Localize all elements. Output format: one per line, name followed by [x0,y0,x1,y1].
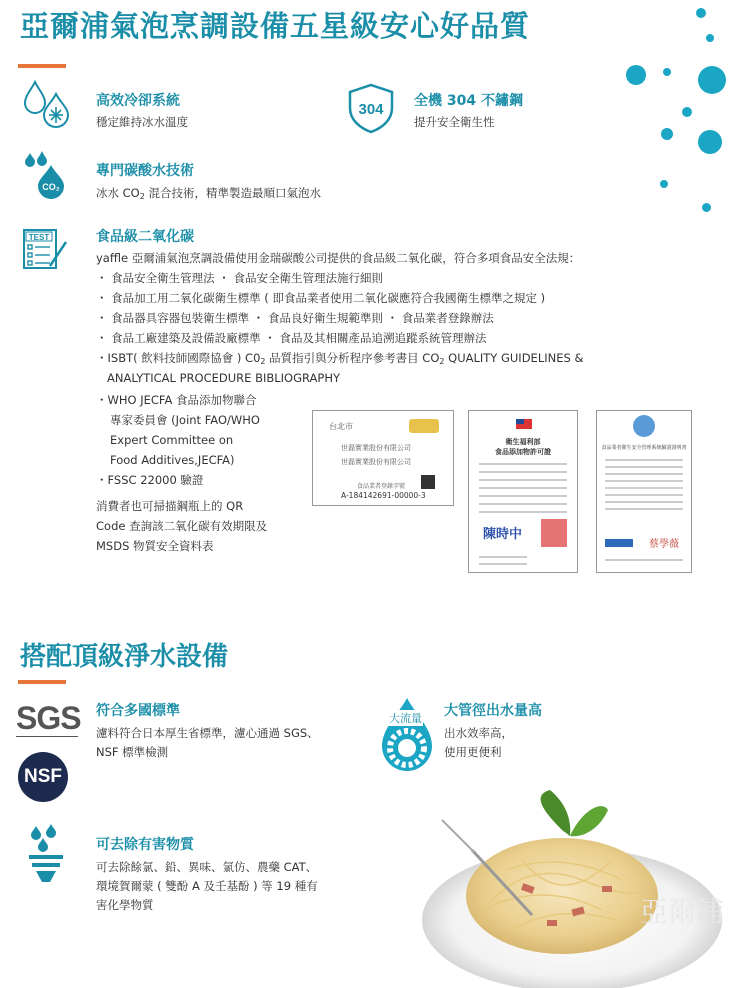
qr-text-line: MSDS 物質安全資料表 [96,539,214,553]
regulation-bullet: ・ 食品工廠建築及設備設廠標準 ・ 食品及其相關產品追溯追蹤系統管理辦法 [96,331,487,345]
sgs-logo-icon: SGS [16,700,81,736]
test-checklist-icon [22,228,70,272]
large-flow-drop-icon [378,696,436,776]
registration-certificate: 台北市 世磊實業股份有限公司 世磊實業股份有限公司 食品業者登錄字號 A-184142691-00000-3 [312,410,454,506]
feature-flow-title: 大管徑出水量高 [444,703,542,719]
svg-text:TEST: TEST [28,233,50,242]
section1-divider [18,64,66,68]
feature-standards-desc: 濾料符合日本厚生省標準，濾心通過 SGS、 [96,726,319,740]
feature-co2-title: 專門碳酸水技術 [96,163,194,179]
feature-cooling-title: 高效冷卻系統 [96,93,180,109]
who-bullet-line: Expert Committee on [110,433,234,447]
cooling-drops-icon [22,80,72,130]
qr-text-line: 消費者也可掃描鋼瓶上的 QR [96,499,244,513]
section2-divider [18,680,66,684]
large-flow-label: 大流量 [389,712,422,725]
regulation-bullet: ・ 食品加工用二氧化碳衛生標準 ( 即食品業者使用二氧化碳應符合我國衛生標準之規定 ) [96,291,546,305]
regulation-bullet: ・ 食品器具容器包裝衛生標準 ・ 食品良好衛生規範準則 ・ 食品業者登錄辦法 [96,311,494,325]
feature-foodgrade-title: 食品級二氧化碳 [96,229,194,245]
svg-text:CO₂: CO₂ [42,182,60,192]
filter-funnel-icon [26,822,66,892]
co2-drops-icon [22,150,72,200]
who-bullet-line: 專家委員會 (Joint FAO/WHO [110,413,260,427]
stainless-304-shield-icon [345,82,397,134]
feature-standards-desc: NSF 標準檢測 [96,745,169,759]
brand-watermark: 亞爾浦 [640,895,725,928]
qr-text-line: Code 查詢該二氧化碳有效期限及 [96,519,268,533]
feature-harmful-desc: 可去除餘氯、鉛、異味、氯仿、農藥 CAT、 [96,860,318,874]
hygiene-management-certificate: 食品業者衛生安全管理系統驗證證明書 蔡學薇 [596,410,692,573]
feature-harmful-desc: 害化學物質 [96,898,154,912]
isbt-bullet: ・ISBT( 飲料技師國際協會 ) $C0_2$ 品質指引與分析程序參考書目 $CO_2$ QUALITY GUIDELINES & [96,351,584,366]
feature-harmful-desc: 環境賀爾蒙 ( 雙酚 A 及壬基酚 ) 等 19 種有 [96,879,318,893]
nsf-logo-icon: NSF [18,752,68,802]
who-bullet-line: ・WHO JECFA 食品添加物聯合 [96,393,257,407]
section2-title: 搭配頂級淨水設備 [20,642,229,672]
svg-text:304: 304 [358,101,384,118]
feature-304-desc: 提升安全衛生性 [414,115,495,129]
fssc-bullet: ・FSSC 22000 驗證 [96,473,204,487]
pasta-dish-image [412,790,734,988]
feature-standards-title: 符合多國標準 [96,703,180,719]
section1-title: 亞爾浦氣泡烹調設備五星級安心好品質 [20,9,531,43]
co2-intro-text: yaffle 亞爾浦氣泡烹調設備使用金瑞碳酸公司提供的食品級二氧化碳，符合多項食品安全法規： [96,251,581,265]
feature-flow-desc: 出水效率高， [444,726,513,740]
feature-harmful-title: 可去除有害物質 [96,837,194,853]
feature-flow-desc: 使用更便利 [444,745,502,759]
who-bullet-line: Food Additives,JECFA) [110,453,235,467]
regulation-bullet: ・ 食品安全衛生管理法 ・ 食品安全衛生管理法施行細則 [96,271,383,285]
isbt-bullet-line2: ANALYTICAL PROCEDURE BIBLIOGRAPHY [107,371,341,385]
food-additive-permit-certificate: 衛生福利部 食品添加物許可證 陳時中 [468,410,578,573]
feature-304-title: 全機 304 不鏽鋼 [414,93,523,109]
feature-cooling-desc: 穩定維持冰水溫度 [96,115,188,129]
feature-co2-desc: 冰水 $CO_2$ 混合技術，精準製造最順口氣泡水 [96,186,321,201]
